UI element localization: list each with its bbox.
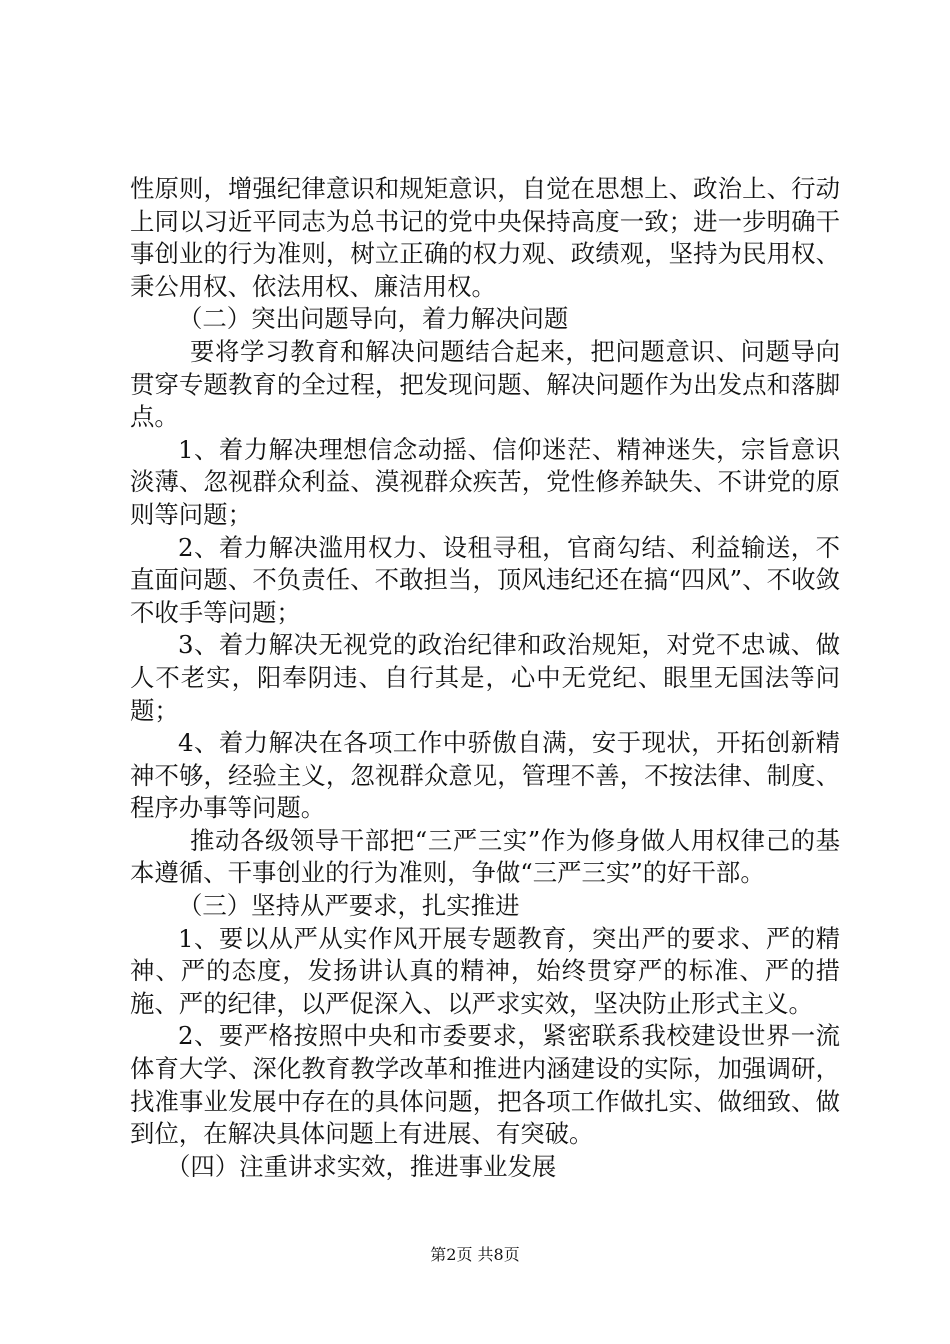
section-heading-2: （二）突出问题导向，着力解决问题	[178, 304, 569, 334]
paragraph-problem-orientation: 要将学习教育和解决问题结合起来，把问题意识、问题导向贯穿专题教育的全过程，把发现问题、解决问题作为出发点和落脚点。	[130, 336, 840, 432]
list-item-4: 4、着力解决在各项工作中骄傲自满，安于现状，开拓创新精神不够，经验主义，忽视群众意见，管理不善，不按法律、制度、程序办事等问题。	[130, 728, 840, 823]
list-item-1: 1、着力解决理想信念动摇、信仰迷茫、精神迷失，宗旨意识淡薄、忽视群众利益、漠视群众疾苦，党性修养缺失、不讲党的原则等问题；	[130, 434, 840, 529]
list-item-2: 2、着力解决滥用权力、设租寻租，官商勾结、利益输送，不直面问题、不负责任、不敢担当，顶风违纪还在搞“四风”、不收敛不收手等问题；	[130, 532, 840, 627]
list-item-3: 3、着力解决无视党的政治纪律和政治规矩，对党不忠诚、做人不老实，阳奉阴违、自行其是，心中无党纪、眼里无国法等问题；	[130, 630, 840, 725]
paragraph-continuation: 性原则，增强纪律意识和规矩意识，自觉在思想上、政治上、行动上同以习近平同志为总书记的党中央保持高度一致；进一步明确干事创业的行为准则，树立正确的权力观、政绩观，坚持为民用权、秉公用权、依法用权、廉洁用权。	[130, 174, 840, 301]
paragraph-three-stricts: 推动各级领导干部把“三严三实”作为修身做人用权律己的基本遵循、干事创业的行为准则，争做“三严三实”的好干部。	[130, 825, 840, 888]
list-item-strict-1: 1、要以从严从实作风开展专题教育，突出严的要求、严的精神、严的态度，发扬讲认真的精神，始终贯穿严的标准、严的措施、严的纪律，以严促深入、以严求实效，坚决防止形式主义。	[130, 923, 840, 1018]
page-number-footer: 第2页 共8页	[430, 1245, 520, 1264]
section-heading-4: （四）注重讲求实效，推进事业发展	[166, 1151, 557, 1181]
list-item-strict-2: 2、要严格按照中央和市委要求，紧密联系我校建设世界一流体育大学、深化教育教学改革和推进内涵建设的实际，加强调研，找准事业发展中存在的具体问题，把各项工作做扎实、做细致、做到位，在解决具体问题上有进展、有突破。	[130, 1021, 840, 1149]
section-heading-3: （三）坚持从严要求，扎实推进	[178, 891, 520, 921]
document-body	[130, 173, 840, 1183]
